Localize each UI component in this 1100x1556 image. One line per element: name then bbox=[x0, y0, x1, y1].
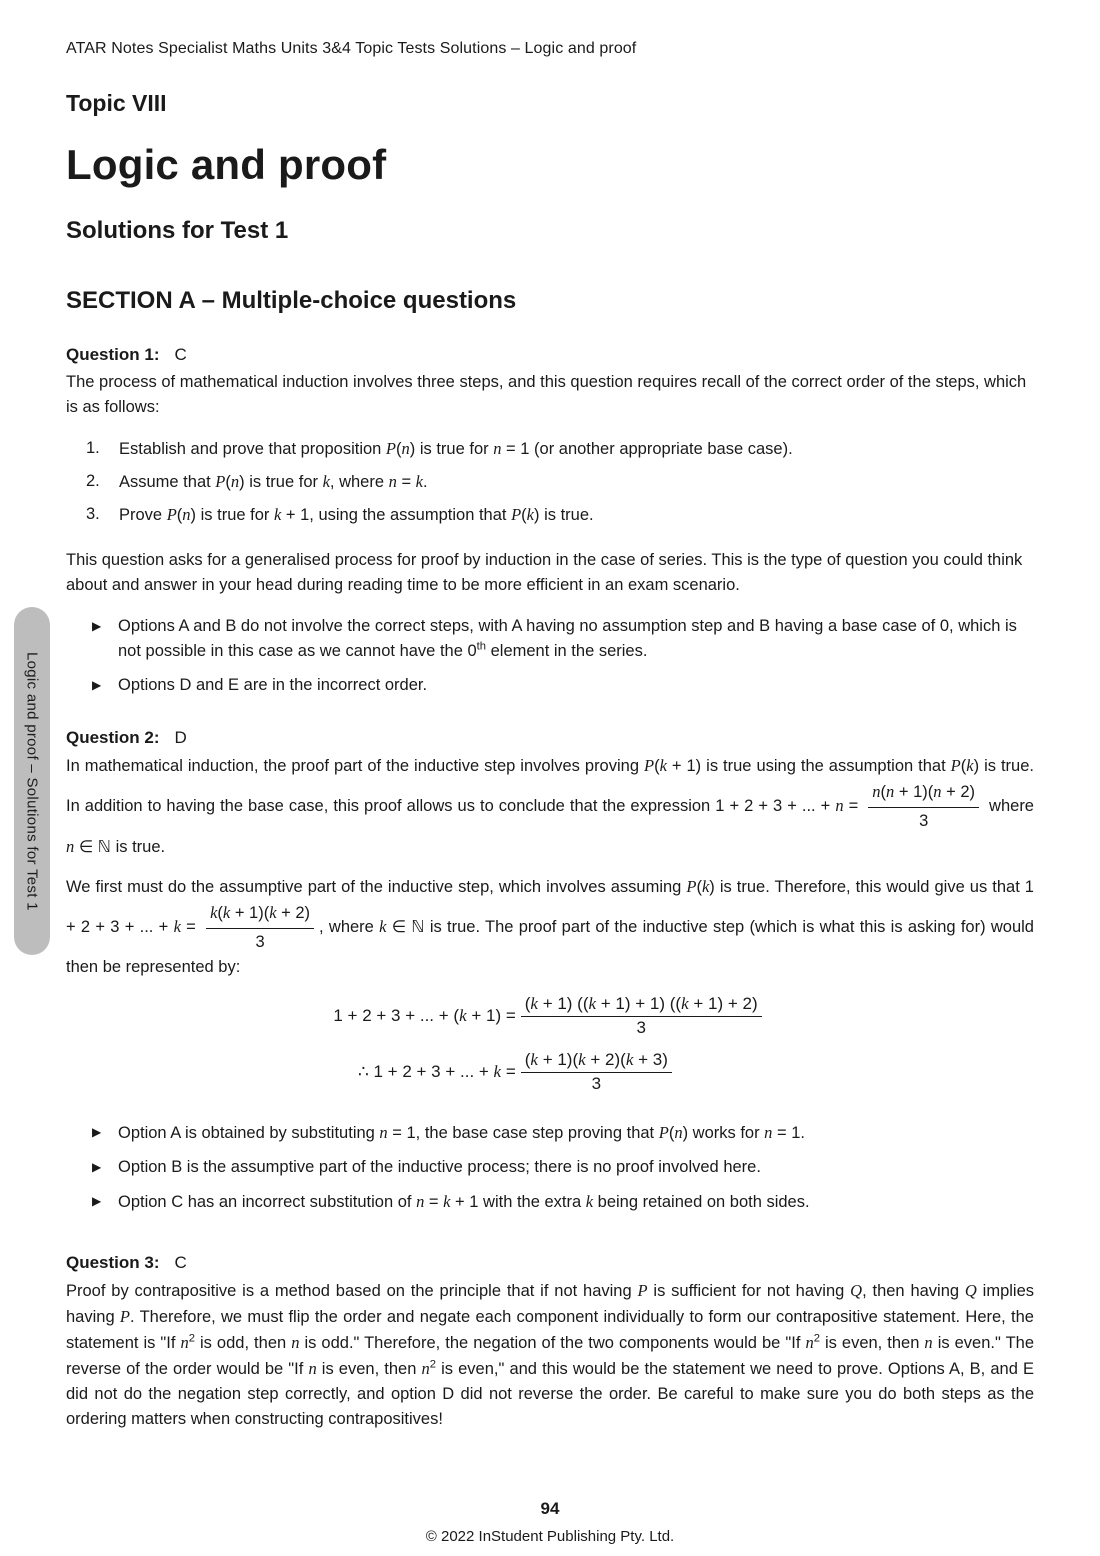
induction-steps-list bbox=[66, 436, 1034, 528]
triangle-bullet-icon: ▶ bbox=[92, 1125, 102, 1139]
question-2-label: Question 2: bbox=[66, 728, 160, 747]
fraction-denominator: 3 bbox=[591, 1074, 602, 1093]
page-title: Logic and proof bbox=[66, 141, 387, 188]
fraction bbox=[521, 994, 762, 1038]
triangle-bullet-icon: ▶ bbox=[92, 1194, 102, 1208]
bullet-text: Option B is the assumptive part of the inductive process; there is no proof involved here. bbox=[118, 1158, 761, 1176]
paragraph-text: We first must do the assumptive part of the inductive step, which involves assuming P(k) is true. Therefore, this would give us that 1 + 2 + 3 + ... + k = bbox=[66, 877, 1034, 936]
question-2-para2 bbox=[66, 874, 1034, 980]
question-1-intro: The process of mathematical induction involves three steps, and this question requires recall of the correct order of the steps, which is as follows: bbox=[66, 373, 1027, 416]
equation-lhs: 1 + 2 + 3 + ... + (k + 1) = bbox=[333, 1006, 516, 1025]
fraction-numerator: (k + 1)(k + 2)(k + 3) bbox=[521, 1050, 672, 1073]
paragraph-text: where n ∈ ℕ is true. bbox=[66, 796, 1034, 856]
bullet-item bbox=[66, 1189, 1034, 1215]
list-item-number: 1. bbox=[86, 439, 100, 457]
equation-rhs bbox=[516, 1050, 767, 1094]
paragraph-text: In mathematical induction, the proof part of the inductive step involves proving P(k + 1) is true using the assumption that P(k) is true. In addition to having the base case, this proof allows us to conclude that the expression 1 + 2 + 3 + ... + n = bbox=[66, 756, 1034, 815]
fraction-denominator: 3 bbox=[636, 1018, 646, 1037]
list-item-text: Prove P(n) is true for k + 1, using the assumption that P(k) is true. bbox=[119, 505, 594, 524]
triangle-bullet-icon: ▶ bbox=[92, 619, 102, 633]
question-3-para: Proof by contrapositive is a method based on the principle that if not having P is sufficient for not having Q, then having Q implies having P. Therefore, we must flip the order and negate each component individually to form our contrapositive statement. Here, the statement is "If $n^2$ is odd, then n is odd." Therefore, the negation of the two components would be "If $n^2$ is even, then n is even." The reverse of the order would be "If n is even, then $n^2$ is even," and this would be the statement we need to prove. Options A, B, and E did not do the negation step correctly, and option D did not reverse the order. Be careful to make sure you do both steps as the ordering matters when constructing contrapositives! bbox=[66, 1281, 1035, 1428]
fraction-numerator: n(n + 1)(n + 2) bbox=[868, 779, 979, 808]
topic-heading: Topic VIII bbox=[66, 90, 167, 116]
running-header: ATAR Notes Specialist Maths Units 3&4 Topic Tests Solutions – Logic and proof bbox=[66, 40, 637, 57]
question-1-label: Question 1: bbox=[66, 345, 160, 364]
subtitle-heading: Solutions for Test 1 bbox=[66, 217, 289, 244]
bullet-text: Options A and B do not involve the correct steps, with A having no assumption step and B having a base case of 0, which is not possible in this case as we cannot have the 0th element in the series. bbox=[118, 617, 1017, 660]
side-tab-label: Logic and proof – Solutions for Test 1 bbox=[23, 651, 41, 911]
question-1-bullets bbox=[66, 614, 1034, 698]
fraction-numerator: k(k + 1)(k + 2) bbox=[206, 900, 314, 929]
list-item-number: 2. bbox=[86, 472, 100, 490]
list-item-number: 3. bbox=[86, 505, 100, 523]
equation-lhs: ∴ 1 + 2 + 3 + ... + k = bbox=[357, 1062, 516, 1081]
question-2-para1 bbox=[66, 753, 1034, 860]
list-item bbox=[66, 436, 1034, 462]
question-3-label: Question 3: bbox=[66, 1253, 160, 1272]
list-item bbox=[66, 469, 1034, 495]
bullet-text: Option C has an incorrect substitution of n = k + 1 with the extra k being retained on both sides. bbox=[118, 1192, 810, 1211]
question-3-heading bbox=[66, 1253, 1034, 1273]
display-equations bbox=[66, 994, 1034, 1094]
inline-fraction bbox=[206, 900, 314, 955]
question-2-heading bbox=[66, 728, 1034, 748]
side-tab bbox=[14, 607, 50, 955]
list-item-text: Establish and prove that proposition P(n) is true for n = 1 (or another appropriate base case). bbox=[119, 439, 793, 458]
list-item bbox=[66, 502, 1034, 528]
triangle-bullet-icon: ▶ bbox=[92, 678, 102, 692]
question-2-bullets bbox=[66, 1120, 1034, 1215]
bullet-item bbox=[66, 1120, 1034, 1146]
fraction bbox=[521, 1050, 672, 1094]
question-2-answer: D bbox=[174, 728, 187, 747]
question-1-answer: C bbox=[174, 345, 187, 364]
bullet-text: Option A is obtained by substituting n = 1, the base case step proving that P(n) works for n = 1. bbox=[118, 1123, 805, 1142]
bullet-text: Options D and E are in the incorrect order. bbox=[118, 676, 428, 694]
inline-fraction bbox=[868, 779, 979, 834]
question-3-answer: C bbox=[174, 1253, 187, 1272]
question-1-heading bbox=[66, 345, 1034, 365]
copyright-line: © 2022 InStudent Publishing Pty. Ltd. bbox=[425, 1528, 675, 1545]
list-item-text: Assume that P(n) is true for k, where n = k. bbox=[119, 472, 428, 491]
equation-rhs bbox=[516, 994, 767, 1038]
bullet-item bbox=[66, 673, 1034, 698]
bullet-item bbox=[66, 614, 1034, 664]
fraction-denominator: 3 bbox=[255, 933, 265, 951]
fraction-denominator: 3 bbox=[919, 812, 929, 830]
section-heading: SECTION A – Multiple-choice questions bbox=[66, 287, 517, 314]
triangle-bullet-icon: ▶ bbox=[92, 1160, 102, 1174]
paragraph-text: , where k ∈ ℕ is true. The proof part of the inductive step (which is what this is asking for) would then be represented by: bbox=[66, 916, 1034, 976]
bullet-item bbox=[66, 1155, 1034, 1180]
question-1-para2: This question asks for a generalised process for proof by induction in the case of series. This is the type of question you could think about and answer in your head during reading time to be more efficient in an exam scenario. bbox=[66, 551, 1023, 594]
page-number: 94 bbox=[540, 1499, 560, 1518]
fraction-numerator: (k + 1) ((k + 1) + 1) ((k + 1) + 2) bbox=[521, 994, 762, 1017]
